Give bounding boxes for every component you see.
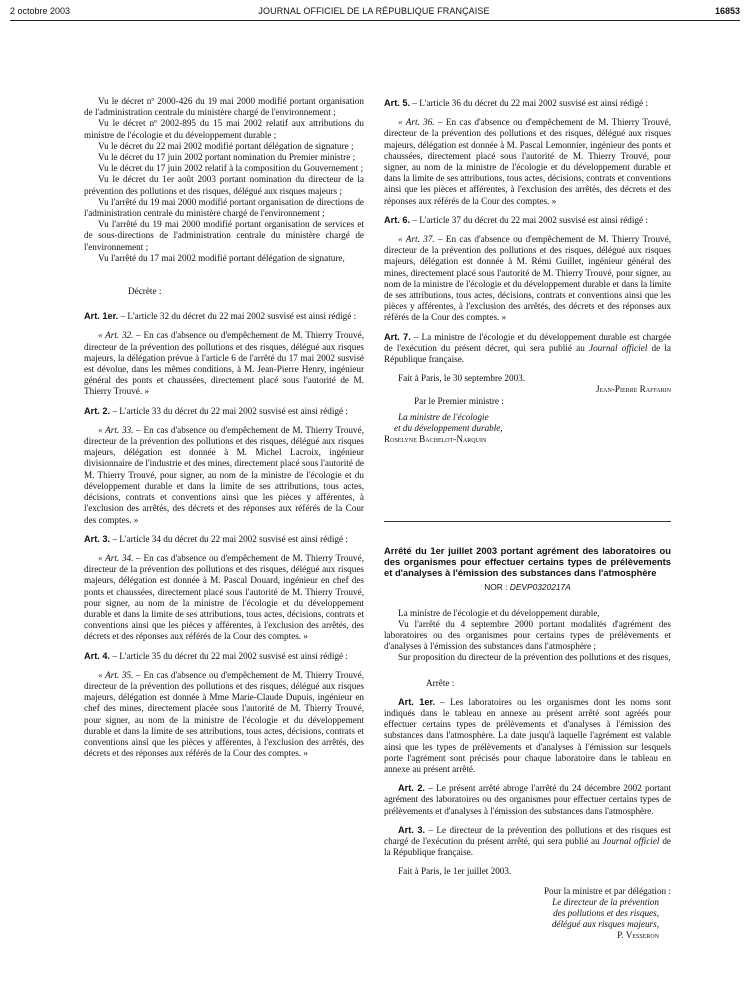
visa: Vu le décret du 17 juin 2002 portant nomination du Premier ministre ;	[98, 152, 356, 163]
article-35-quote: « Art. 35. – En cas d'absence ou d'empêchement de M. Thierry Trouvé, directeur de la prévention des pollutions et des risques, délégué aux risques majeurs, délégation est donnée à Mme Marie-Claude Dupuis, ingénieur en chef des mines, directement placée sous l'autorité de M. Thierry Trouvé, pour signer, au nom de la ministre de l'écologie et du développement durable et dans la limite de ses attributions, tous actes, décisions, contrats et conventions ainsi que les pièces y afférentes, à l'exclusion des arrêtés, des décrets et des réponses aux référés de la Cour des comptes. »	[84, 669, 364, 759]
fait-date: Fait à Paris, le 30 septembre 2003.	[398, 373, 526, 384]
article-5: Art. 5. – L'article 36 du décret du 22 mai 2002 susvisé est ainsi rédigé :	[384, 98, 648, 108]
article-3: Art. 3. – L'article 34 du décret du 22 mai 2002 susvisé est ainsi rédigé :	[84, 533, 348, 544]
article-number: Art. 7.	[384, 331, 411, 342]
intro: La ministre de l'écologie et du développement durable,	[398, 607, 600, 618]
article-6: Art. 6. – L'article 37 du décret du 22 mai 2002 susvisé est ainsi rédigé :	[384, 214, 648, 225]
director-title: des pollutions et des risques,	[553, 908, 659, 919]
arrete-title: Arrêté du 1er juillet 2003 portant agrément des laboratoires ou des organismes pour effectuer certains types de prélèvements et d'analyses à l'émission des substances dans l'atmosphère	[384, 545, 671, 578]
article-number: Art. 4.	[84, 650, 111, 661]
visa: Vu le décret nº 2002-895 du 15 mai 2002 relatif aux attributions du ministre de l'écologie et du développement durable ;	[84, 118, 364, 140]
arrete-heading: Arrête :	[426, 677, 455, 688]
article-32-quote: « Art. 32. – En cas d'absence ou d'empêchement de M. Thierry Trouvé, directeur de la prévention des pollutions et des risques, délégué aux risques majeurs, la délégation prévue à l'article 6 de l'arrêté du 17 mai 2002 susvisé est dévolue, dans les mêmes conditions, à M. Jean-Pierre Henry, ingénieur général des ponts et chaussées, directement placé sous l'autorité de M. Thierry Trouvé. »	[84, 330, 364, 397]
visa: Vu le décret du 17 juin 2002 relatif à la composition du Gouvernement ;	[98, 163, 364, 174]
par-premier-ministre: Par le Premier ministre :	[414, 395, 504, 406]
signature-prime-minister: Jean-Pierre Raffarin	[595, 384, 671, 395]
signature-minister: Roselyne Bachelot-Narquin	[384, 434, 487, 445]
right-column	[384, 98, 671, 445]
decrete-heading: Décrète :	[128, 286, 162, 297]
nor-reference: NOR : DEVP0320217A	[484, 582, 571, 593]
visa: Vu l'arrêté du 17 mai 2002 modifié portant délégation de signature,	[98, 252, 345, 263]
article-2: Art. 2. – L'article 33 du décret du 22 mai 2002 susvisé est ainsi rédigé :	[84, 405, 348, 416]
visa: Vu le décret nº 2000-426 du 19 mai 2000 modifié portant organisation de l'administration centrale du ministère chargé de l'environnement ;	[84, 96, 364, 118]
article-number: Art. 1er.	[84, 311, 119, 322]
signature-director: P. Vesseron	[617, 930, 659, 941]
arrete-article-1: Art. 1er. – Les laboratoires ou les organismes dont les noms sont indiqués dans le tableau en annexe au présent arrêté sont agréés pour effectuer certains types de prélèvements et d'analyses à l'émission des substances dans l'atmosphère. La date jusqu'à laquelle l'agrément est valable ainsi que les types de prélèvements et d'analyses à l'émission sur lesquels porte l'agrément sont précisés pour chaque laboratoire dans le tableau en annexe au présent arrêté.	[384, 696, 671, 775]
article-number: Art. 3.	[84, 533, 111, 544]
header-date: 2 octobre 2003	[10, 6, 71, 16]
article-number: Art. 5.	[384, 98, 411, 108]
article-34-quote: « Art. 34. – En cas d'absence ou d'empêchement de M. Thierry Trouvé, directeur de la prévention des pollutions et des risques, délégué aux risques majeurs, délégation est donnée à M. Pascal Douard, ingénieur en chef des ponts et chaussées, directement placé sous l'autorité de M. Thierry Trouvé, pour signer, au nom de la ministre de l'écologie et du développement durable et dans la limite de ses attributions, tous actes, décisions, contrats et conventions ainsi que les pièces y afférentes, à l'exclusion des arrêtés, des décrets et des réponses aux référés de la Cour des comptes. »	[84, 552, 364, 642]
header-title: JOURNAL OFFICIEL DE LA RÉPUBLIQUE FRANÇAISE	[258, 6, 490, 16]
arrete-article-2: Art. 2. – Le présent arrêté abroge l'arrêté du 24 décembre 2002 portant agrément des laboratoires ou des organismes pour effectuer certains types de prélèvements et d'analyses à l'émission des substances dans l'atmosphère.	[384, 783, 672, 816]
arrete-article-3: Art. 3. – Le directeur de la prévention des pollutions et des risques est chargé de l'exécution du présent arrêté, qui sera publié au Journal officiel de la République française.	[384, 824, 672, 858]
visa: Vu l'arrêté du 19 mai 2000 modifié portant organisation de services et de sous-directions de l'administration centrale du ministère chargé de l'environnement ;	[84, 219, 364, 252]
section-separator	[384, 521, 671, 522]
visa: Vu l'arrêté du 19 mai 2000 modifié portant organisation de directions de l'administration centrale du ministère chargé de l'environnement ;	[84, 196, 364, 219]
article-37-quote: « Art. 37. – En cas d'absence ou d'empêchement de M. Thierry Trouvé, directeur de la prévention des pollutions et des risques, délégué aux risques majeurs, délégation est donnée à M. Rémi Guillet, ingénieur général des mines, directement placé sous l'autorité de M. Thierry Trouvé, pour signer, au nom de la ministre de l'écologie et du développement durable et dans la limite de ses attributions, tous actes, décisions, contrats et conventions ainsi que les pièces y afférentes, à l'exclusion des arrêtés, des décrets et des réponses aux référés de la Cour des comptes. »	[384, 234, 672, 323]
article-33-quote: « Art. 33. – En cas d'absence ou d'empêchement de M. Thierry Trouvé, directeur de la prévention des pollutions et des risques, délégué aux risques majeurs, délégation est donnée à M. Michel Lacroix, ingénieur divisionnaire de l'industrie et des mines, directement placé sous l'autorité de M. Thierry Trouvé, pour signer, au nom de la ministre de l'écologie et du développement durable et dans la limite de ses attributions, tous actes, décisions, contrats et conventions ainsi que les pièces y afférentes, à l'exclusion des arrêtés, des décrets et des réponses aux référés de la Cour des comptes. »	[84, 424, 364, 525]
delegation: Pour la ministre et par délégation :	[543, 885, 671, 896]
article-36-quote: « Art. 36. – En cas d'absence ou d'empêchement de M. Thierry Trouvé, directeur de la prévention des pollutions et des risques, délégué aux risques majeurs, délégation est donnée à M. Pascal Lemonnier, ingénieur des ponts et chaussées, directement placé sous l'autorité de M. Thierry Trouvé, pour signer, au nom de la ministre de l'écologie et du développement durable et dans la limite de ses attributions, tous actes, décisions, contrats et conventions ainsi que les pièces et afférentes, à l'exclusion des arrêtés, des décrets et des réponses aux référés de la Cour des comptes. »	[384, 117, 672, 206]
article-number: Art. 2.	[84, 405, 111, 416]
left-column	[84, 96, 364, 759]
minister-title: La ministre de l'écologie	[398, 411, 489, 422]
director-title: délégué aux risques majeurs,	[551, 919, 659, 930]
fait-date: Fait à Paris, le 1er juillet 2003.	[398, 866, 512, 877]
intro: Vu l'arrêté du 4 septembre 2000 portant modalités d'agrément des laboratoires ou des organismes pour certains types de prélèvements et d'analyses à l'émission des substances dans l'atmosphère ;	[384, 618, 671, 652]
intro: Sur proposition du directeur de la prévention des pollutions et des risques,	[398, 652, 671, 663]
article-number: Art. 3.	[398, 824, 426, 835]
article-number: Art. 1er.	[398, 696, 436, 707]
article-1: Art. 1er. – L'article 32 du décret du 22 mai 2002 susvisé est ainsi rédigé :	[84, 311, 357, 322]
article-7: Art. 7. – La ministre de l'écologie et du développement durable est chargée de l'exécution du présent décret, qui sera publié au Journal officiel de la République française.	[384, 331, 671, 365]
page-header	[0, 0, 748, 22]
header-page-number: 16853	[714, 6, 740, 16]
article-number: Art. 2.	[398, 783, 425, 794]
right-column-arrete	[384, 546, 671, 942]
director-title: Le directeur de la prévention	[552, 896, 659, 907]
minister-title: et du développement durable,	[394, 423, 503, 434]
visa: Vu le décret du 22 mai 2002 modifié portant délégation de signature ;	[98, 140, 354, 151]
article-4: Art. 4. – L'article 35 du décret du 22 mai 2002 susvisé est ainsi rédigé :	[84, 650, 348, 661]
article-number: Art. 6.	[384, 214, 411, 225]
visa: Vu le décret du 1er août 2003 portant nomination du directeur de la prévention des pollutions et des risques, délégué aux risques majeurs ;	[84, 174, 364, 196]
header-rule	[10, 20, 740, 21]
